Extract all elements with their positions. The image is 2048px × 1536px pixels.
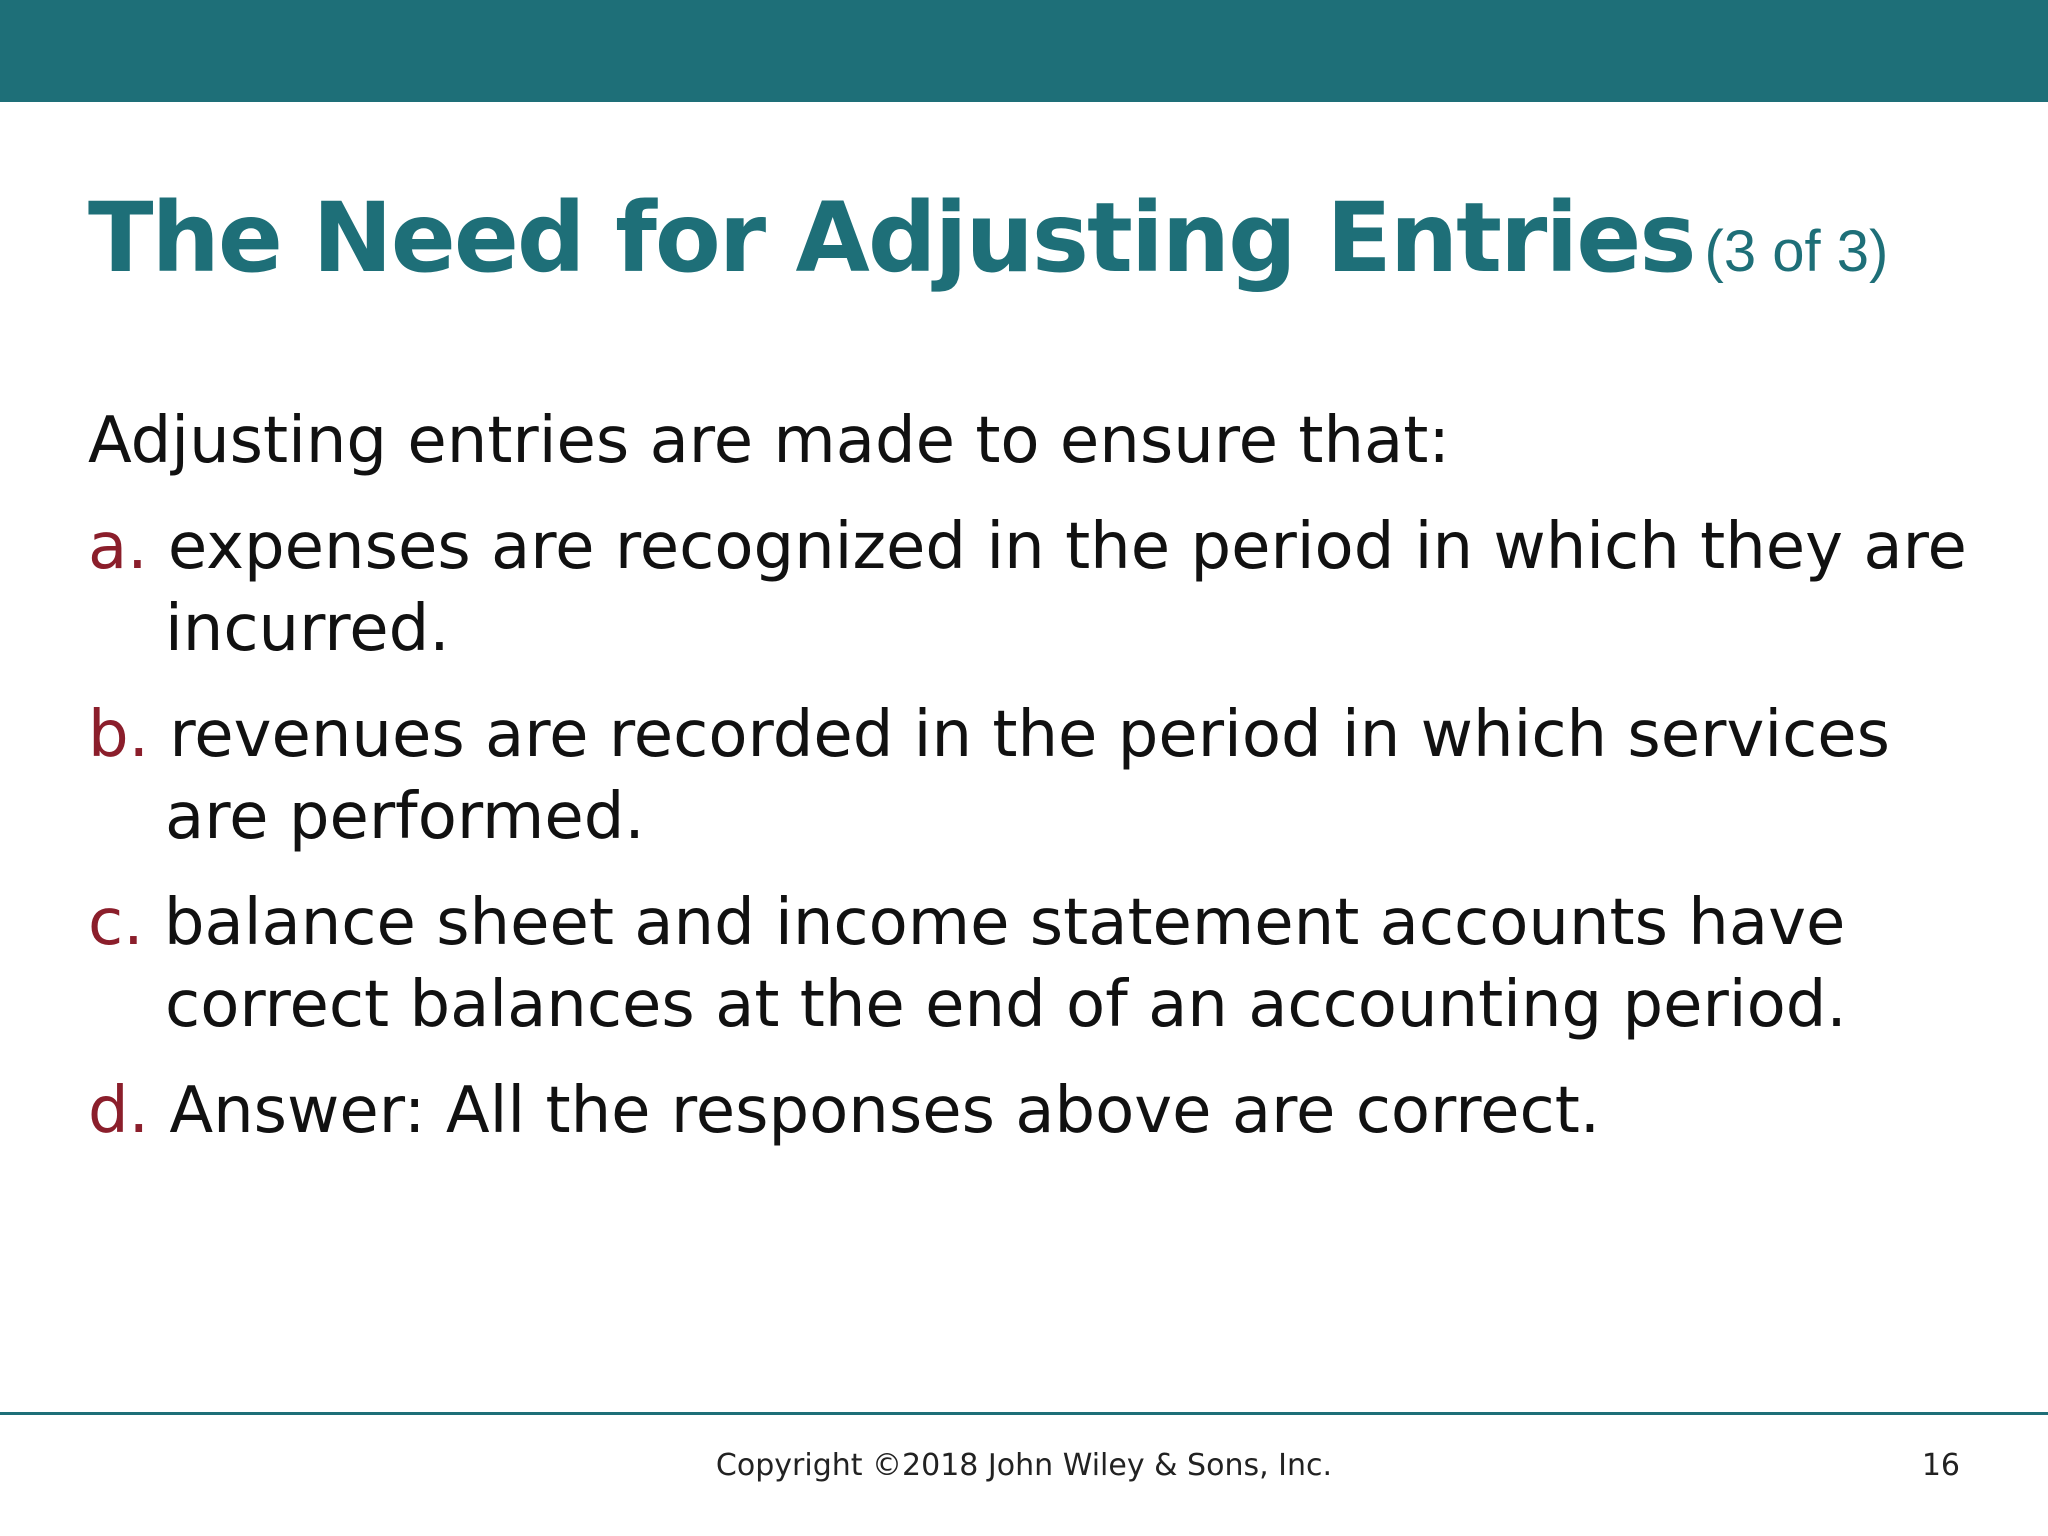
copyright-text: Copyright ©2018 John Wiley & Sons, Inc. <box>715 1448 1333 1483</box>
page-number: 16 <box>1921 1448 1960 1483</box>
list-item-d <box>88 1070 1968 1152</box>
item-text: Answer: All the responses above are correct. <box>169 1074 1601 1148</box>
item-letter: c. <box>88 886 144 960</box>
list-item-b <box>88 694 1968 858</box>
list-item-a <box>88 506 1968 670</box>
item-letter: a. <box>88 510 148 584</box>
item-text: balance sheet and income statement accounts have correct balances at the end of an accounting period. <box>163 886 1847 1042</box>
footer-divider <box>0 1412 2048 1415</box>
item-text: expenses are recognized in the period in which they are incurred. <box>165 510 1967 666</box>
item-letter: d. <box>88 1074 149 1148</box>
item-letter: b. <box>88 698 149 772</box>
title-main: The Need for Adjusting Entries <box>88 182 1695 294</box>
intro-text: Adjusting entries are made to ensure that: <box>88 404 1450 478</box>
list-item-c <box>88 882 1968 1046</box>
slide-body <box>88 400 1968 1176</box>
slide-title <box>88 182 1888 294</box>
item-text: revenues are recorded in the period in which services are performed. <box>165 698 1890 854</box>
title-suffix: (3 of 3) <box>1704 219 1889 284</box>
header-bar <box>0 0 2048 102</box>
